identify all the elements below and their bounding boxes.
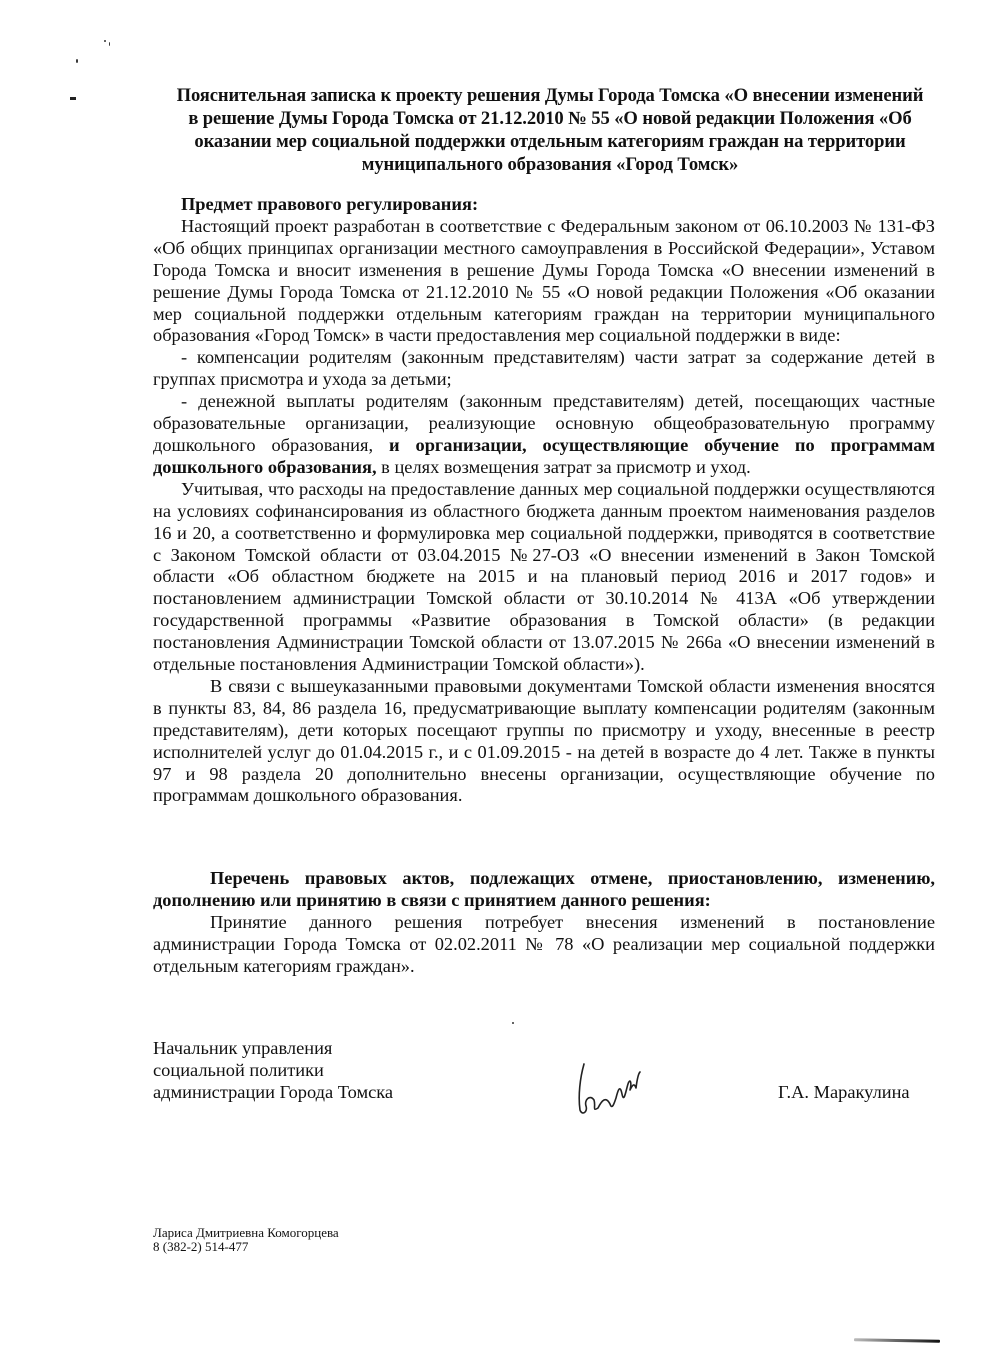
section-regulation <box>153 194 935 807</box>
position-line: социальной политики <box>153 1060 324 1080</box>
section-heading: Перечень правовых актов, подлежащих отмене, приостановлению, изменению, дополнению или принятию в связи с принятием данного решения: <box>153 868 935 910</box>
bullet-text: - денежной выплаты родителям (законным представителям) детей, посещающих частные образовательные организации, реализующие основную общеобразовательную программу дошкольного образования, <box>153 391 935 455</box>
paragraph: Принятие данного решения потребует внесения изменений в постановление администрации Города Томска от 02.02.2011 № 78 «О реализации мер социальной поддержки отдельным категориям граждан». <box>153 911 935 976</box>
title-line: в решение Думы Города Томска от 21.12.2010 № 55 «О новой редакции Положения «Об <box>188 108 912 129</box>
position-line: администрации Города Томска <box>153 1082 394 1102</box>
document-title <box>150 84 950 176</box>
title-line: Пояснительная записка к проекту решения Думы Города Томска «О внесении изменений <box>176 85 924 106</box>
position-line: Начальник управления <box>153 1038 333 1058</box>
title-line: оказании мер социальной поддержки отдельным категориям граждан на территории <box>194 131 906 152</box>
section-legal-acts <box>153 868 935 978</box>
handwritten-signature-icon <box>570 1060 670 1120</box>
bullet-item: - компенсации родителям (законным представителям) части затрат за содержание детей в группах присмотра и ухода за детьми; <box>153 347 935 390</box>
paragraph-intro: Настоящий проект разработан в соответствие с Федеральным законом от 06.10.2003 № 131-ФЗ «Об общих принципах организации местного самоуправления в Российской Федерации», Уставом Города Томска и вносит изменения в решение Думы Города Томска «О внесении изменений в решение Думы Города Томска от 21.12.2010 № 55 «О новой редакции Положения «Об оказании мер социальной поддержки отдельным категориям граждан на территории муниципального образования «Город Томск» в части предоставления мер социальной поддержки в виде: <box>153 215 935 346</box>
contact-phone: 8 (382-2) 514-477 <box>153 1239 249 1254</box>
section-heading: Предмет правового регулирования: <box>181 194 479 214</box>
contact-name: Лариса Дмитриевна Комогорцева <box>153 1225 339 1240</box>
paragraph: В связи с вышеуказанными правовыми документами Томской области изменения вносятся в пункты 83, 84, 86 раздела 16, предусматривающие выплату компенсации родителям (законным представителям), дети которых посещают группы по присмотру и уходу, внесенные в реестр исполнителей услуг до 01.04.2015 г., и с 01.09.2015 - на детей в возрасте до 4 лет. Также в пункты 97 и 98 раздела 20 дополнительно внесены организации, осуществляющие обучение по программам дошкольного образования. <box>153 675 935 806</box>
signatory-position <box>153 1037 393 1103</box>
scan-speck <box>104 40 106 42</box>
paragraph: Учитывая, что расходы на предоставление данных мер социальной поддержки осуществляются на условиях софинансирования из областного бюджета данным проектом наименования разделов 16 и 20, а соответственно и формулировка мер социальной поддержки, приводятся в соответствие с Законом Томской области от 03.04.2015 №27-ОЗ «О внесении изменений в Закон Томской области «Об областном бюджете на 2015 и на плановый период 2016 и 2017 годов» и постановлением администрации Томской области от 30.10.2014 № 413А «Об утверждении государственной программы «Развитие образования в Томской области» (в редакции постановления Администрации Томской области от 13.07.2015 № 266а «О внесении изменений в отдельные постановления Администрации Томской области»). <box>153 478 935 675</box>
scan-speck <box>76 59 78 63</box>
bullet-bold-text: и организации, осуществляющие обучение по программам дошкольного образования, <box>153 434 935 477</box>
bullet-text: в целях возмещения затрат за присмотр и уход. <box>376 456 751 477</box>
scan-speck <box>512 1022 514 1024</box>
title-line: муниципального образования «Город Томск» <box>361 154 739 175</box>
contact-info <box>153 1226 339 1254</box>
scan-speck <box>109 42 110 46</box>
signatory-name: Г.А. Маракулина <box>778 1082 910 1102</box>
scan-speck <box>70 97 76 100</box>
bullet-item <box>153 391 935 479</box>
scan-artifact-line <box>854 1338 940 1343</box>
